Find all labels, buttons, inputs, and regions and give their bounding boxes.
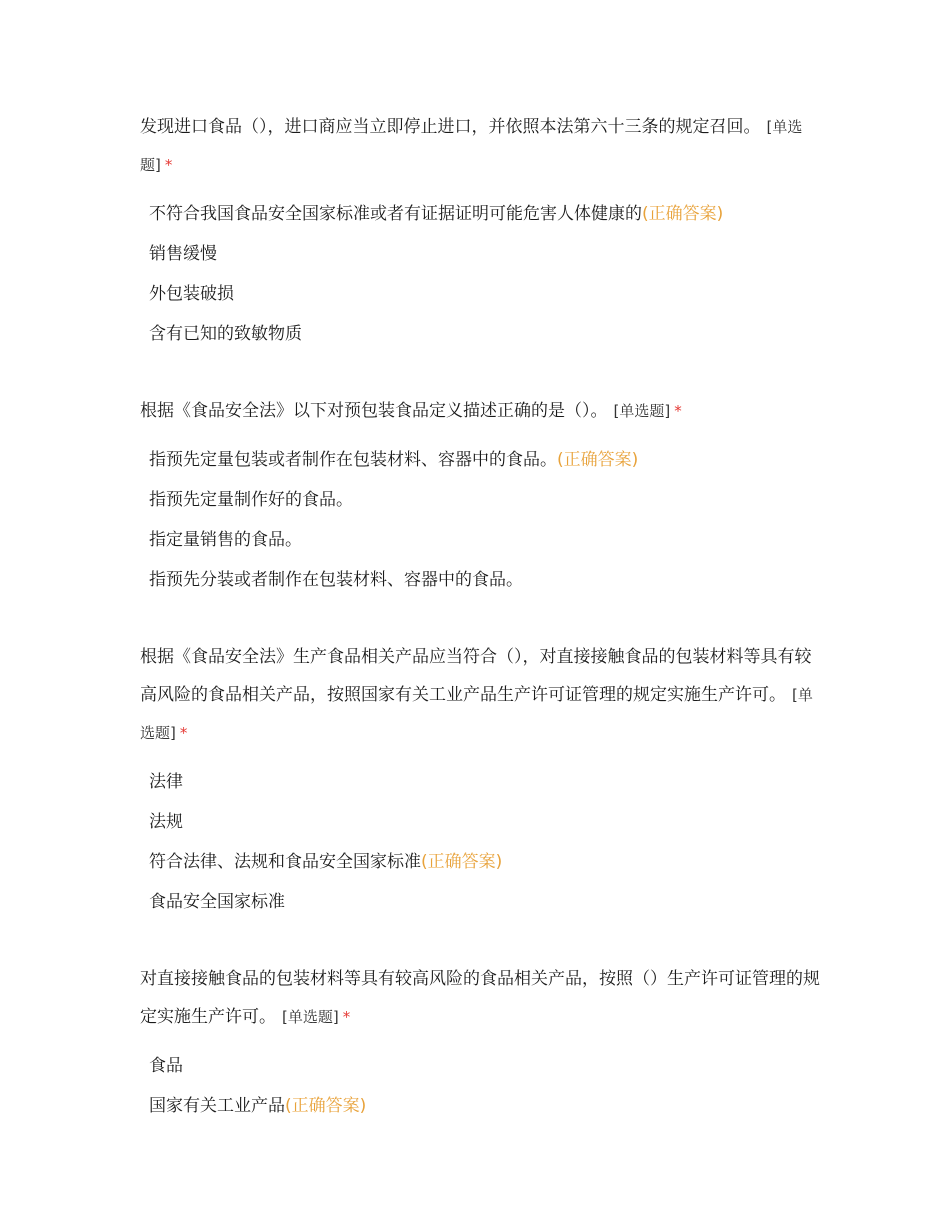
option-item[interactable] <box>140 314 820 354</box>
required-marker: * <box>342 1008 351 1026</box>
option-label: 指预先定量制作好的食品。 <box>149 490 353 510</box>
question-text <box>140 392 820 430</box>
correct-answer-tag: (正确答案) <box>285 1096 367 1116</box>
option-item[interactable] <box>140 882 820 922</box>
question-text <box>140 108 820 184</box>
option-item[interactable] <box>140 1046 820 1086</box>
option-label: 不符合我国食品安全国家标准或者有证据证明可能危害人体健康的 <box>149 204 642 224</box>
option-item[interactable] <box>140 802 820 842</box>
question-type-label: [单选题] <box>613 402 671 420</box>
question-4 <box>140 960 820 1126</box>
question-2 <box>140 392 820 600</box>
option-label: 外包装破损 <box>149 284 234 304</box>
option-label: 指定量销售的食品。 <box>149 530 302 550</box>
option-list <box>140 762 820 922</box>
option-list <box>140 1046 820 1126</box>
option-item[interactable] <box>140 842 820 882</box>
option-label: 指预先分装或者制作在包装材料、容器中的食品。 <box>149 570 523 590</box>
option-item[interactable] <box>140 234 820 274</box>
option-label: 法规 <box>149 812 183 832</box>
option-label: 食品安全国家标准 <box>149 892 285 912</box>
option-list <box>140 440 820 600</box>
quiz-document <box>140 108 820 1164</box>
question-3 <box>140 638 820 922</box>
option-label: 食品 <box>149 1056 183 1076</box>
question-stem: 根据《食品安全法》以下对预包装食品定义描述正确的是（）。 <box>140 401 608 421</box>
option-label: 法律 <box>149 772 183 792</box>
question-text <box>140 960 820 1036</box>
option-item[interactable] <box>140 480 820 520</box>
required-marker: * <box>164 156 173 174</box>
question-type-label: [单选题] <box>282 1008 339 1026</box>
question-text <box>140 638 820 752</box>
correct-answer-tag: (正确答案) <box>557 450 639 470</box>
question-type-label: [单选题] <box>140 686 813 742</box>
option-item[interactable] <box>140 194 820 234</box>
required-marker: * <box>674 402 682 420</box>
question-stem: 对直接接触食品的包装材料等具有较高风险的食品相关产品，按照（）生产许可证管理的规定实施生产许可。 <box>140 969 820 1027</box>
correct-answer-tag: (正确答案) <box>642 204 724 224</box>
option-item[interactable] <box>140 762 820 802</box>
question-type-label: [单选题] <box>140 118 803 174</box>
option-item[interactable] <box>140 1086 820 1126</box>
option-item[interactable] <box>140 520 820 560</box>
option-item[interactable] <box>140 440 820 480</box>
option-label: 符合法律、法规和食品安全国家标准 <box>149 852 421 872</box>
option-label: 指预先定量包装或者制作在包装材料、容器中的食品。 <box>149 450 557 470</box>
option-label: 含有已知的致敏物质 <box>149 324 302 344</box>
option-list <box>140 194 820 354</box>
question-1 <box>140 108 820 354</box>
option-item[interactable] <box>140 274 820 314</box>
question-stem: 发现进口食品（），进口商应当立即停止进口，并依照本法第六十三条的规定召回。 <box>140 117 761 137</box>
option-label: 销售缓慢 <box>149 244 217 264</box>
correct-answer-tag: (正确答案) <box>421 852 503 872</box>
required-marker: * <box>179 724 188 742</box>
option-item[interactable] <box>140 560 820 600</box>
question-stem: 根据《食品安全法》生产食品相关产品应当符合（），对直接接触食品的包装材料等具有较高风险的食品相关产品，按照国家有关工业产品生产许可证管理的规定实施生产许可。 <box>140 647 812 705</box>
option-label: 国家有关工业产品 <box>149 1096 285 1116</box>
